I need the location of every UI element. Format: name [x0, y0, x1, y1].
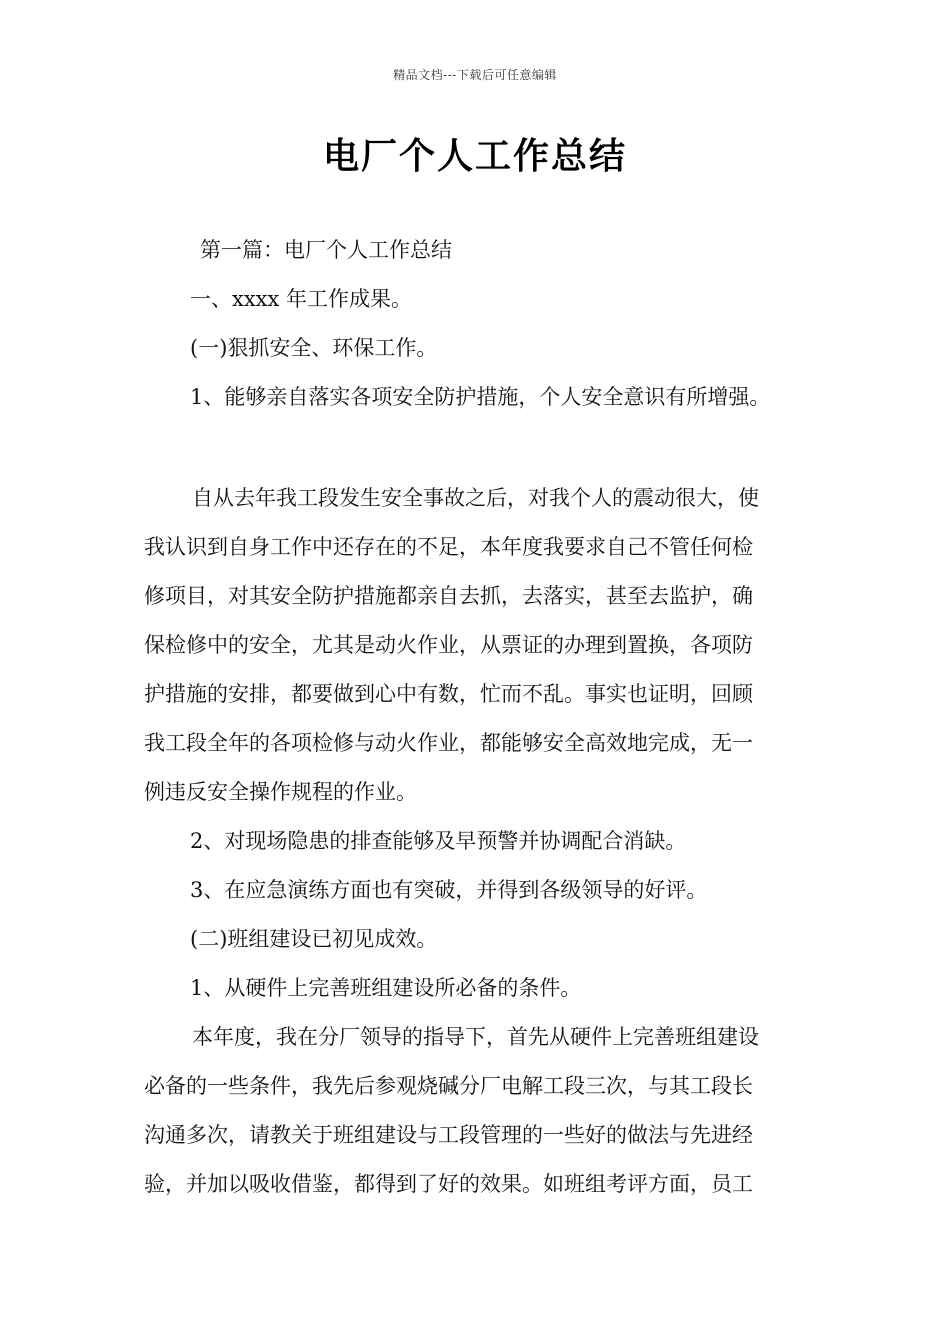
subsection-heading: (一)狠抓安全、环保工作。 [190, 336, 438, 360]
paragraph-1 [144, 474, 806, 1209]
body-section-top [144, 226, 806, 422]
paragraph-line: 沟通多次，请教关于班组建设与工段管理的一些好的做法与先进经 [144, 1123, 753, 1147]
item-heading: 1、从硬件上完善班组建设所必备的条件。 [190, 976, 582, 1000]
paragraph-line: 本年度，我在分厂领导的指导下，首先从硬件上完善班组建设 [192, 1025, 759, 1049]
item-heading: 1、能够亲自落实各项安全防护措施，个人安全意识有所增强。 [190, 385, 771, 409]
paragraph-line: 修项目，对其安全防护措施都亲自去抓，去落实，甚至去监护，确 [144, 584, 753, 608]
paragraph-line: 保检修中的安全，尤其是动火作业，从票证的办理到置换，各项防 [144, 633, 753, 657]
item-heading: 3、在应急演练方面也有突破，并得到各级领导的好评。 [190, 878, 708, 902]
item-heading: 2、对现场隐患的排查能够及早预警并协调配合消缺。 [190, 829, 687, 853]
section-heading: 一、xxxx 年工作成果。 [190, 287, 413, 311]
paragraph-line: 验，并加以吸收借鉴，都得到了好的效果。如班组考评方面，员工 [144, 1172, 753, 1196]
paragraph-line: 我认识到自身工作中还存在的不足，本年度我要求自己不管任何检 [144, 535, 753, 559]
chapter-heading: 第一篇：电厂个人工作总结 [200, 238, 452, 262]
paragraph-line: 例违反安全操作规程的作业。 [144, 780, 417, 804]
document-title: 电厂个人工作总结 [322, 136, 627, 177]
paragraph-line: 护措施的安排，都要做到心中有数，忙而不乱。事实也证明，回顾 [144, 682, 753, 706]
paragraph-line: 必备的一些条件，我先后参观烧碱分厂电解工段三次，与其工段长 [144, 1074, 753, 1098]
paragraph-line: 自从去年我工段发生安全事故之后，对我个人的震动很大，使 [192, 486, 759, 510]
subsection-heading: (二)班组建设已初见成效。 [190, 927, 438, 951]
header-note: 精品文档---下载后可任意编辑 [393, 68, 557, 82]
paragraph-line: 我工段全年的各项检修与动火作业，都能够安全高效地完成，无一 [144, 731, 753, 755]
